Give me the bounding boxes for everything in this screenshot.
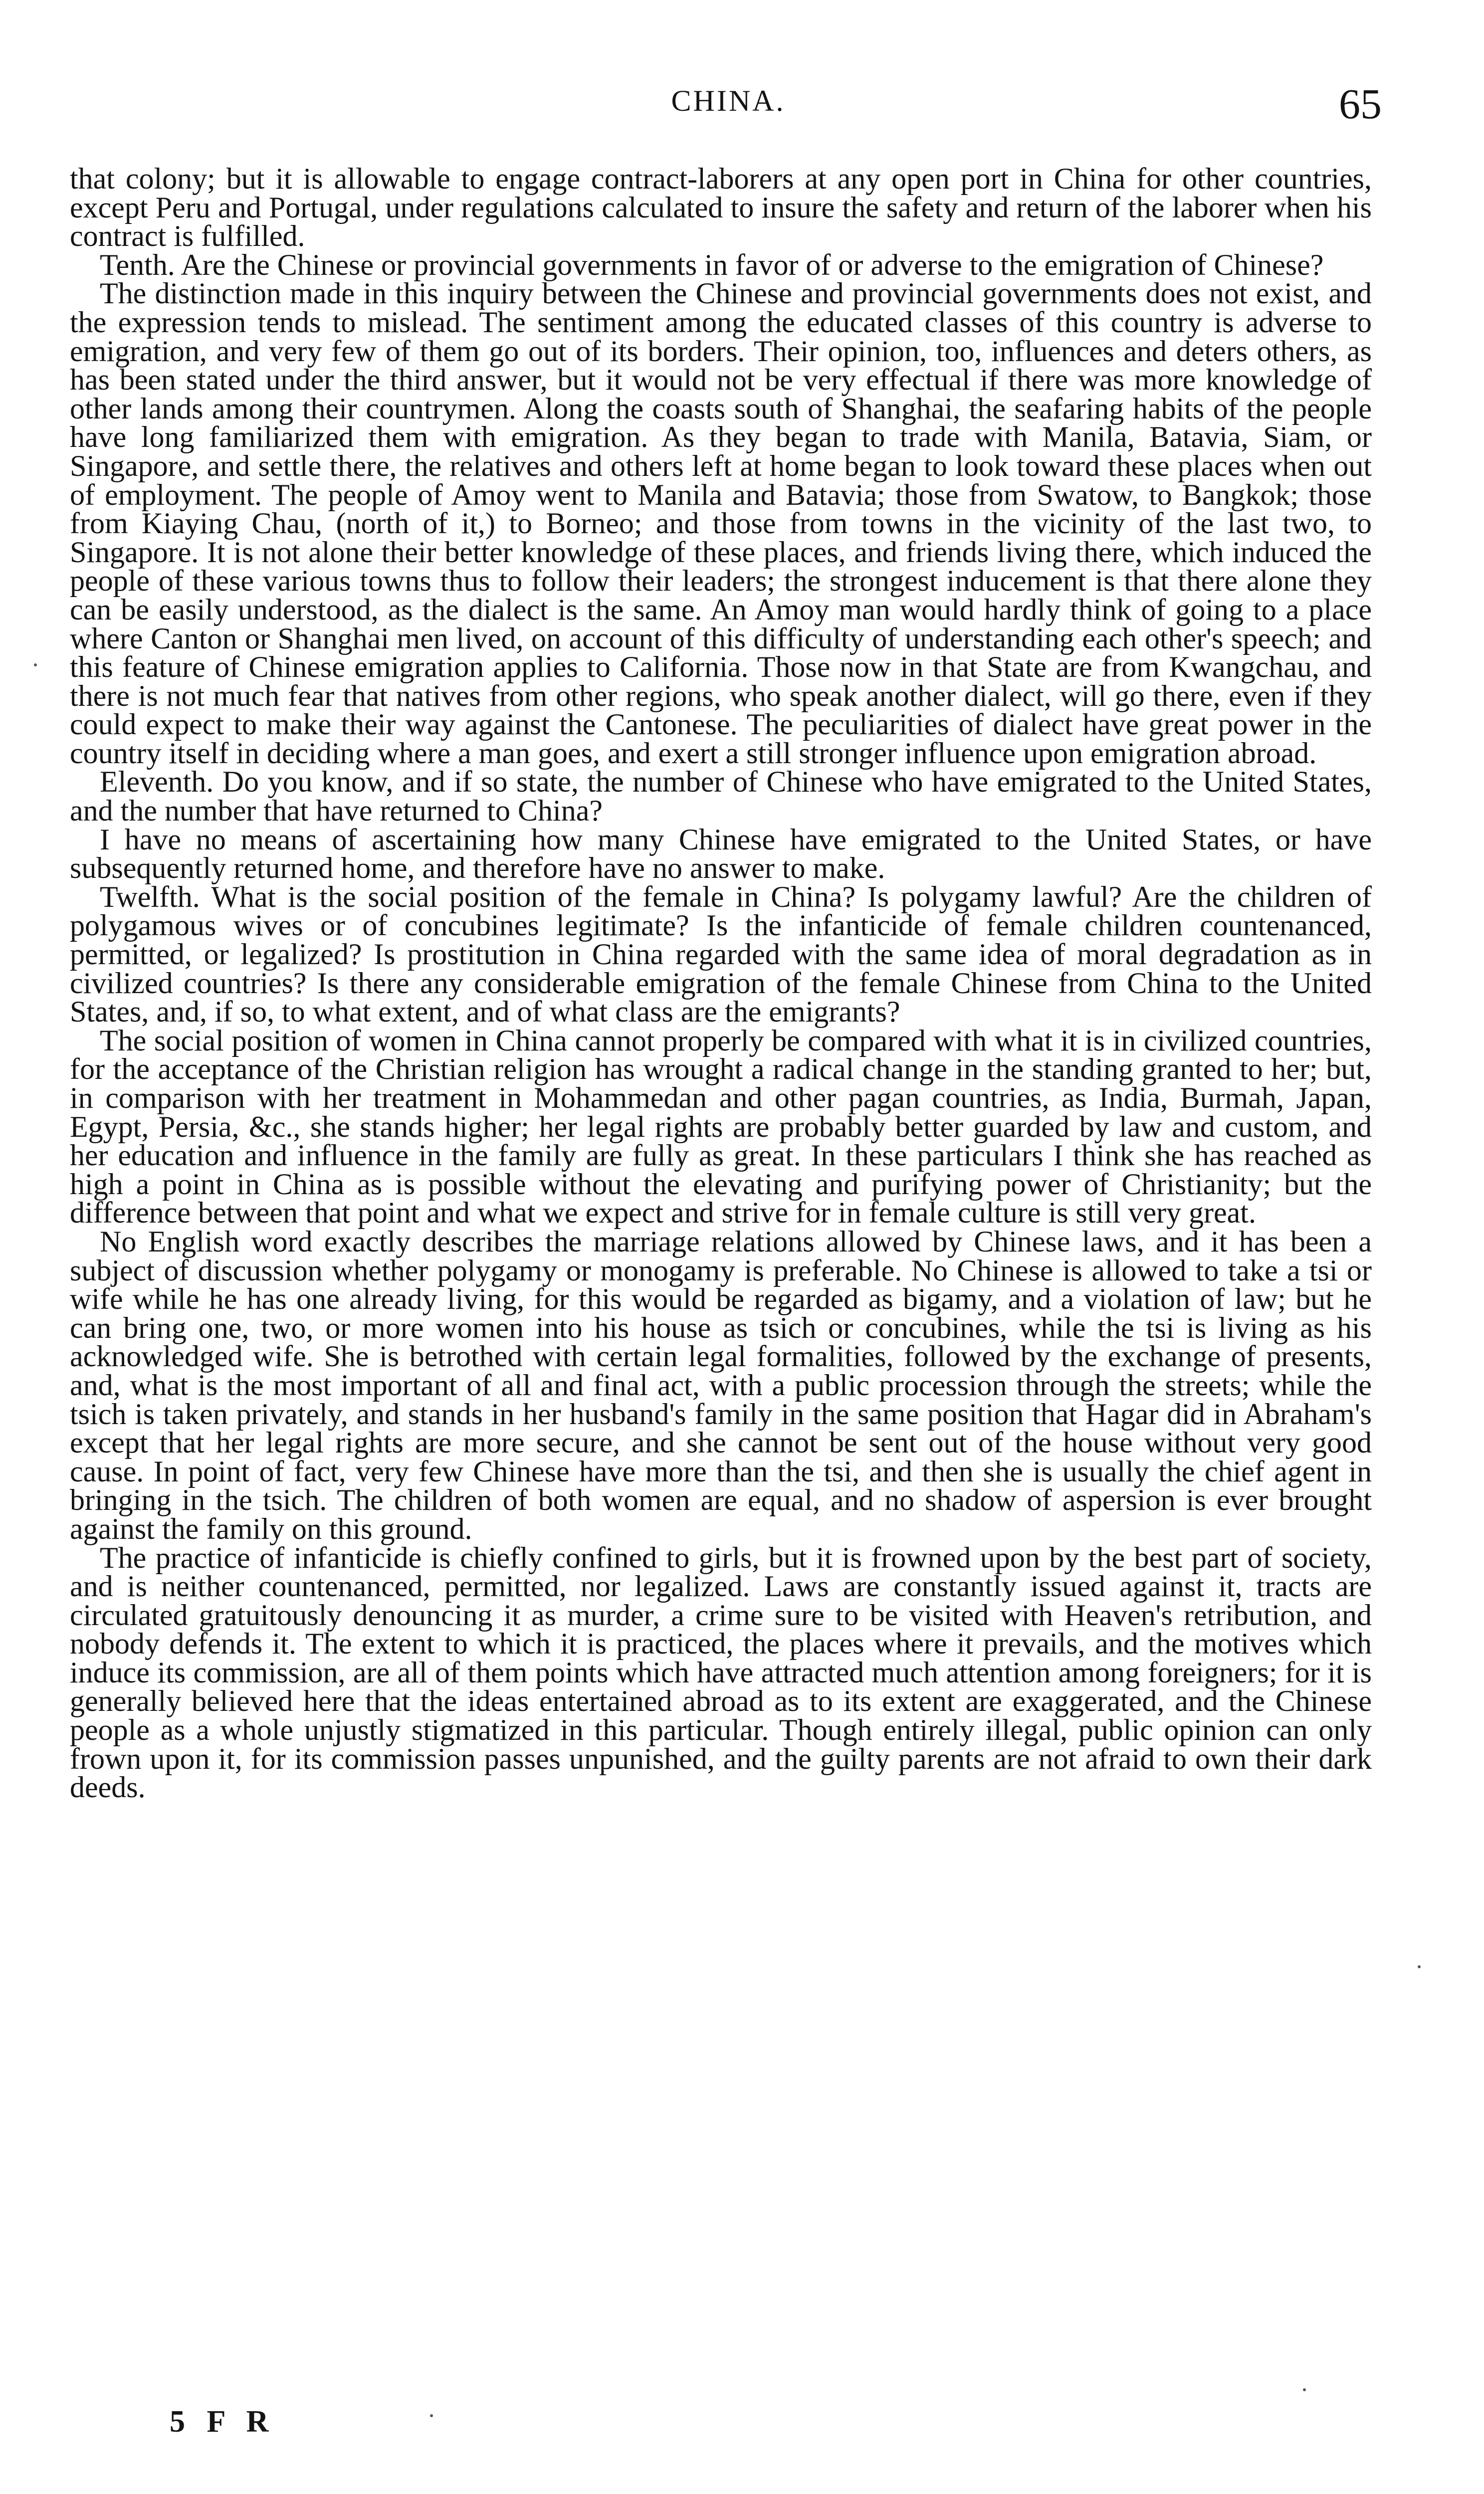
answer-twelfth-marriage: No English word exactly describes the marriage relations allowed by Chinese laws, and it has been a subject of discussion whether polygamy or monogamy is preferable. No Chinese is allowed to take a tsi or wife while he has one already living, for this would be regarded as bigamy, and a violation of law; but he can bring one, two, or more women into his house as tsich or concubines, while the tsi is living as his acknowledged wife. She is betrothed with certain legal formalities, followed by the exchange of presents, and, what is the most important of all and final act, with a public procession through the streets; while the tsich is taken privately, and stands in her husband's family in the same position that Hagar did in Abraham's except that her legal rights are more secure, and she cannot be sent out of the house without very good cause. In point of fact, very few Chinese have more than the tsi, and then she is usually the chief agent in bringing in the tsich. The children of both women are equal, and no shadow of aspersion is ever brought against the family on this ground.: [70, 1225, 1372, 1545]
body-text: [70, 162, 1372, 1804]
signature-mark: 5 F R: [170, 2405, 276, 2439]
ink-speck: [1418, 1965, 1421, 1968]
running-header-title: CHINA.: [671, 84, 786, 117]
ink-speck: [430, 2414, 433, 2417]
ink-speck: [34, 663, 37, 666]
answer-tenth: The distinction made in this inquiry between the Chinese and provincial governments does not exist, and the expression tends to mislead. The sentiment among the educated classes of this country is adverse to emigration, and very few of them go out of its borders. Their opinion, too, influences and deters others, as has been stated under the third answer, but it would not be very effectual if there was more knowledge of other lands among their countrymen. Along the coasts south of Shanghai, the seafaring habits of the people have long familiarized them with emigration. As they began to trade with Manila, Batavia, Siam, or Singapore, and settle there, the relatives and others left at home began to look toward these places when out of employment. The people of Amoy went to Manila and Batavia; those from Swatow, to Bangkok; those from Kiaying Chau, (north of it,) to Borneo; and those from towns in the vicinity of the last two, to Singapore. It is not alone their better knowledge of these places, and friends living there, which induced the people of these various towns thus to follow their leaders; the strongest inducement is that there alone they can be easily understood, as the dialect is the same. An Amoy man would hardly think of going to a place where Canton or Shanghai men lived, on account of this difficulty of understanding each other's speech; and this feature of Chinese emigration applies to California. Those now in that State are from Kwangchau, and there is not much fear that natives from other regions, who speak another dialect, will go there, even if they could expect to make their way against the Cantonese. The peculiarities of dialect have great power in the country itself in deciding where a man goes, and exert a still stronger influence upon emigration abroad.: [70, 277, 1372, 770]
ink-speck: [1303, 2388, 1306, 2391]
question-eleventh: Eleventh. Do you know, and if so state, the number of Chinese who have emigrated to the United States, and the number that have returned to China?: [70, 765, 1372, 828]
answer-eleventh: I have no means of ascertaining how many Chinese have emigrated to the United States, or have subsequently returned home, and therefore have no answer to make.: [70, 823, 1372, 885]
question-twelfth: Twelfth. What is the social position of the female in China? Is polygamy lawful? Are the children of polygamous wives or of concubines legitimate? Is the infanticide of female children countenanced, permitted, or legalized? Is prostitution in China regarded with the same idea of moral degradation as in civilized countries? Is there any considerable emigration of the female Chinese from China to the United States, and, if so, to what extent, and of what class are the emigrants?: [70, 880, 1372, 1029]
answer-twelfth-infanticide: The practice of infanticide is chiefly confined to girls, but it is frowned upon by the best part of society, and is neither countenanced, permitted, nor legalized. Laws are constantly issued against it, tracts are circulated gratuitously denouncing it as murder, a crime sure to be visited with Heaven's retribution, and nobody defends it. The extent to which it is practiced, the places where it prevails, and the motives which induce its commission, are all of them points which have attracted much attention among foreigners; for it is generally believed here that the ideas entertained abroad as to its extent are exaggerated, and the Chinese people as a whole unjustly stigmatized in this particular. Though entirely illegal, public opinion can only frown upon it, for its commission passes unpunished, and the guilty parents are not afraid to own their dark deeds.: [70, 1541, 1372, 1804]
paragraph-continuation: that colony; but it is allowable to engage contract-laborers at any open port in China for other countries, except Peru and Portugal, under regulations calculated to insure the safety and return of the laborer when his contract is fulfilled.: [70, 162, 1372, 253]
answer-twelfth-social-position: The social position of women in China cannot properly be compared with what it is in civilized countries, for the acceptance of the Christian religion has wrought a radical change in the standing granted to her; but, in comparison with her treatment in Mohammedan and other pagan countries, as India, Burmah, Japan, Egypt, Persia, &c., she stands higher; her legal rights are probably better guarded by law and custom, and her education and influence in the family are fully as great. In these particulars I think she has reached as high a point in China as is possible without the elevating and purifying power of Christianity; but the difference between that point and what we expect and strive for in female culture is still very great.: [70, 1024, 1372, 1230]
question-tenth: Tenth. Are the Chinese or provincial governments in favor of or adverse to the emigration of Chinese?: [100, 248, 1324, 281]
page-number: 65: [1339, 80, 1382, 128]
